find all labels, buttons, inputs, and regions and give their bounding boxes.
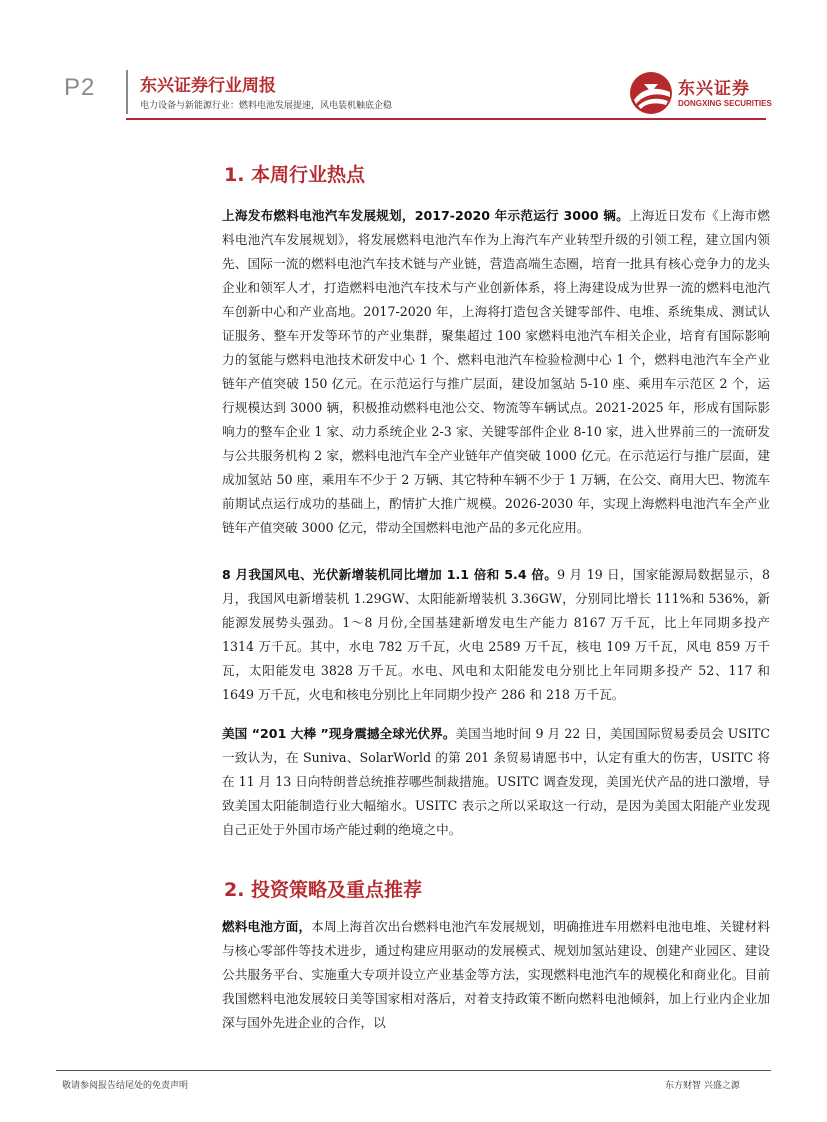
paragraph-fuel-cell-strategy: [222, 915, 770, 1035]
footer-slogan: 东方财智 兴盛之源: [665, 1081, 740, 1091]
report-title: 东兴证券行业周报: [140, 76, 276, 96]
header-rule: [126, 118, 766, 120]
paragraph-body: 美国当地时间 9 月 22 日，美国国际贸易委员会 USITC 一致认为，在 Suniva、SolarWorld 的第 201 条贸易请愿书中，认定有重大的伤害，USITC 将在 11 月 13 日向特朗普总统推荐哪些制裁措施。USITC 调查发现，美国光伏产品的进口激增，导致美国太阳能制造行业大幅缩水。USITC 表示之所以采取这一行动，是因为美国太阳能产业发现自己正处于外国市场产能过剩的绝境之中。: [222, 726, 771, 837]
paragraph-lead: 燃料电池方面，: [222, 919, 312, 934]
section-title: 1. 本周行业热点: [224, 164, 366, 186]
section-title: 2. 投资策略及重点推荐: [224, 879, 423, 901]
paragraph-us-201: [222, 722, 770, 842]
paragraph-shanghai-fuel-cell: [222, 204, 770, 540]
company-logo: [628, 70, 772, 116]
logo-name-cn: 东兴证券: [678, 79, 750, 99]
paragraph-lead: 美国 “201 大棒 ”现身震撼全球光伏界。: [222, 726, 456, 741]
paragraph-lead: 上海发布燃料电池汽车发展规划，2017-2020 年示范运行 3000 辆。: [222, 208, 629, 223]
report-subtitle: 电力设备与新能源行业：燃料电池发展提速，风电装机触底企稳: [140, 101, 393, 111]
logo-name-en: DONGXING SECURITIES: [678, 99, 772, 108]
paragraph-lead: 8 月我国风电、光伏新增装机同比增加 1.1 倍和 5.4 倍。: [222, 567, 558, 582]
dongxing-logo-icon: [628, 70, 674, 116]
paragraph-body: 本周上海首次出台燃料电池汽车发展规划，明确推进车用燃料电池电堆、关键材料与核心零部件等技术进步，通过构建应用驱动的发展模式、规划加氢站建设、创建产业园区、建设公共服务平台、实施重大专项并设立产业基金等方法，实现燃料电池汽车的规模化和商业化。目前我国燃料电池发展较日美等国家相对落后，对着支持政策不断向燃料电池倾斜，加上行业内企业加深与国外先进企业的合作，以: [222, 919, 771, 1030]
paragraph-body: 上海近日发布《上海市燃料电池汽车发展规划》，将发展燃料电池汽车作为上海汽车产业转型升级的引领工程，建立国内领先、国际一流的燃料电池汽车技术链与产业链，营造高端生态圈，培育一批具有核心竞争力的龙头企业和领军人才，打造燃料电池汽车技术与产业创新体系，将上海建设成为世界一流的燃料电池汽车创新中心和产业高地。2017-2020 年，上海将打造包含关键零部件、电堆、系统集成、测试认证服务、整车开发等环节的产业集群，聚集超过 100 家燃料电池汽车相关企业，培育有国际影响力的氢能与燃料电池技术研发中心 1 个、燃料电池汽车检验检测中心 1 个，燃料电池汽车全产业链年产值突破 150 亿元。在示范运行与推广层面，建设加氢站 5-10 座、乘用车示范区 2 个，运行规模达到 3000 辆，积极推动燃料电池公交、物流等车辆试点。2021-2025 年，形成有国际影响力的整车企业 1 家、动力系统企业 2-3 家、关键零部件企业 8-10 家，进入世界前三的一流研发与公共服务机构 2 家，燃料电池汽车全产业链年产值突破 1000 亿元。在示范运行与推广层面，建成加氢站 50 座，乘用车不少于 2 万辆、其它特种车辆不少于 1 万辆，在公交、商用大巴、物流车前期试点运行成功的基础上，酌情扩大推广规模。2026-2030 年，实现上海燃料电池汽车全产业链年产值突破 3000 亿元，带动全国燃料电池产品的多元化应用。: [222, 208, 771, 535]
paragraph-wind-solar-installs: [222, 563, 770, 707]
paragraph-body: 9 月 19 日，国家能源局数据显示，8 月，我国风电新增装机 1.29GW、太阳能新增装机 3.36GW，分别同比增长 111%和 536%，新能源发展势头强劲。1～8 月份,全国基建新增发电生产能力 8167 万千瓦，比上年同期多投产 1314 万千瓦。其中，水电 782 万千瓦，火电 2589 万千瓦，核电 109 万千瓦，风电 859 万千瓦，太阳能发电 3828 万千瓦。水电、风电和太阳能发电分别比上年同期多投产 52、117 和 1649 万千瓦，火电和核电分别比上年同期少投产 286 和 218 万千瓦。: [222, 567, 770, 702]
footer-rule: [56, 1070, 771, 1071]
footer-disclaimer: 敬请参阅报告结尾处的免责声明: [62, 1081, 189, 1091]
page-number: P2: [64, 74, 96, 101]
header-divider: [126, 70, 128, 114]
